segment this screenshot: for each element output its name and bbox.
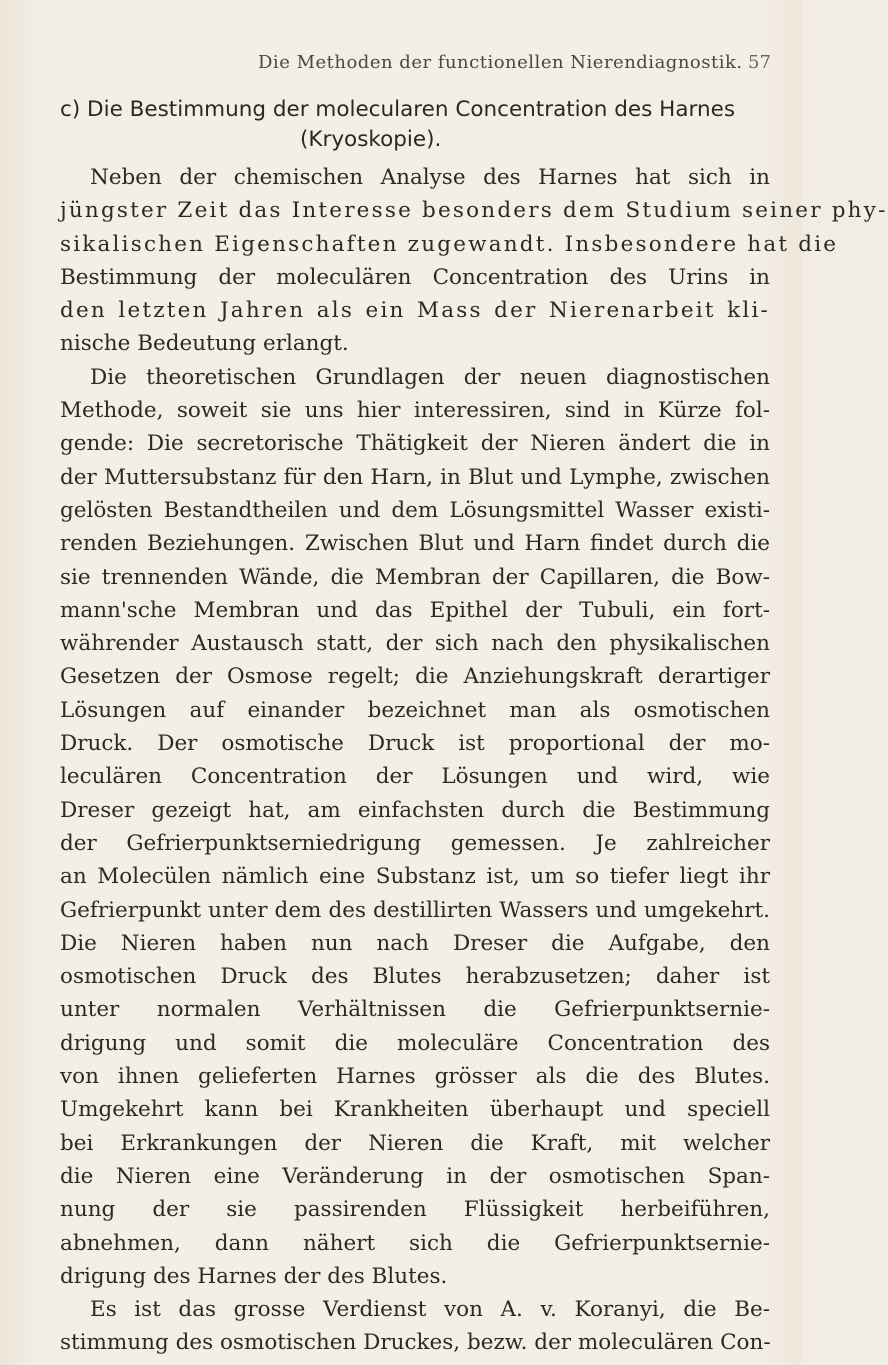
text-line: Druck. Der osmotische Druck ist proportional der mo- xyxy=(60,731,770,757)
text-line: Lösungen auf einander bezeichnet man als osmotischen xyxy=(60,697,770,723)
text-line: gende: Die secretorische Thätigkeit der Nieren ändert die in xyxy=(60,431,770,457)
text-line: währender Austausch statt, der sich nach den physikalischen xyxy=(60,631,770,657)
text-line: stimmung des osmotischen Druckes, bezw. der moleculären Con- xyxy=(60,1330,771,1356)
body-text xyxy=(60,161,888,1360)
section-heading: c) Die Bestimmung der molecularen Concentration des Harnes xyxy=(60,97,736,122)
text-line: Dreser gezeigt hat, am einfachsten durch die Bestimmung xyxy=(60,797,770,823)
text-line: der Muttersubstanz für den Harn, in Blut und Lymphe, zwischen xyxy=(60,464,770,490)
text-line: nische Bedeutung erlangt. xyxy=(60,331,349,357)
text-line: an Molecülen nämlich eine Substanz ist, um so tiefer liegt ihr xyxy=(60,864,770,890)
text-line: Methode, soweit sie uns hier interessiren, sind in Kürze fol- xyxy=(60,398,770,424)
text-line: von ihnen gelieferten Harnes grösser als die des Blutes. xyxy=(60,1064,770,1090)
text-line: unter normalen Verhältnissen die Gefrierpunktsernie- xyxy=(60,997,770,1023)
text-line: Es ist das grosse Verdienst von A. v. Koranyi, die Be- xyxy=(90,1297,770,1323)
page-number: 57 xyxy=(748,52,771,73)
text-line: Gesetzen der Osmose regelt; die Anziehungskraft derartiger xyxy=(60,664,770,690)
text-line: Gefrierpunkt unter dem des destillirten Wassers und umgekehrt. xyxy=(60,897,770,923)
text-line: der Gefrierpunktserniedrigung gemessen. Je zahlreicher xyxy=(60,830,770,856)
text-line: abnehmen, dann nähert sich die Gefrierpunktsernie- xyxy=(60,1230,770,1256)
text-line: mann'sche Membran und das Epithel der Tubuli, ein fort- xyxy=(60,597,770,623)
page-body xyxy=(60,95,888,1360)
text-line: leculären Concentration der Lösungen und wird, wie xyxy=(60,764,770,790)
text-line: drigung des Harnes der des Blutes. xyxy=(60,1263,448,1289)
text-line: bei Erkrankungen der Nieren die Kraft, mit welcher xyxy=(60,1130,770,1156)
text-line: Neben der chemischen Analyse des Harnes hat sich in xyxy=(90,165,770,190)
running-head xyxy=(0,52,801,82)
section-heading-subtitle: (Kryoskopie). xyxy=(300,127,442,152)
text-line: sie trennenden Wände, die Membran der Capillaren, die Bow- xyxy=(60,564,770,590)
text-line: Bestimmung der moleculären Concentration des Urins in xyxy=(60,264,770,290)
text-line: Umgekehrt kann bei Krankheiten überhaupt und speciell xyxy=(60,1097,770,1123)
text-line: osmotischen Druck des Blutes herabzusetzen; daher ist xyxy=(60,964,770,990)
text-line: den letzten Jahren als ein Mass der Nierenarbeit kli- xyxy=(60,298,770,324)
text-line: drigung und somit die moleculäre Concentration des xyxy=(60,1030,770,1056)
text-line: nung der sie passirenden Flüssigkeit herbeiführen, xyxy=(60,1197,770,1223)
text-line: die Nieren eine Veränderung in der osmotischen Span- xyxy=(60,1163,770,1189)
text-line: Die Nieren haben nun nach Dreser die Aufgabe, den xyxy=(60,930,770,956)
text-line: sikalischen Eigenschaften zugewandt. Insbesondere hat die xyxy=(60,231,839,257)
text-line: Die theoretischen Grundlagen der neuen diagnostischen xyxy=(90,364,770,390)
text-line: gelösten Bestandtheilen und dem Lösungsmittel Wasser existi- xyxy=(60,497,770,523)
text-line: jüngster Zeit das Interesse besonders dem Studium seiner phy- xyxy=(60,198,888,224)
text-line: renden Beziehungen. Zwischen Blut und Harn findet durch die xyxy=(60,531,770,557)
running-title: Die Methoden der functionellen Nierendiagnostik. xyxy=(258,52,743,73)
